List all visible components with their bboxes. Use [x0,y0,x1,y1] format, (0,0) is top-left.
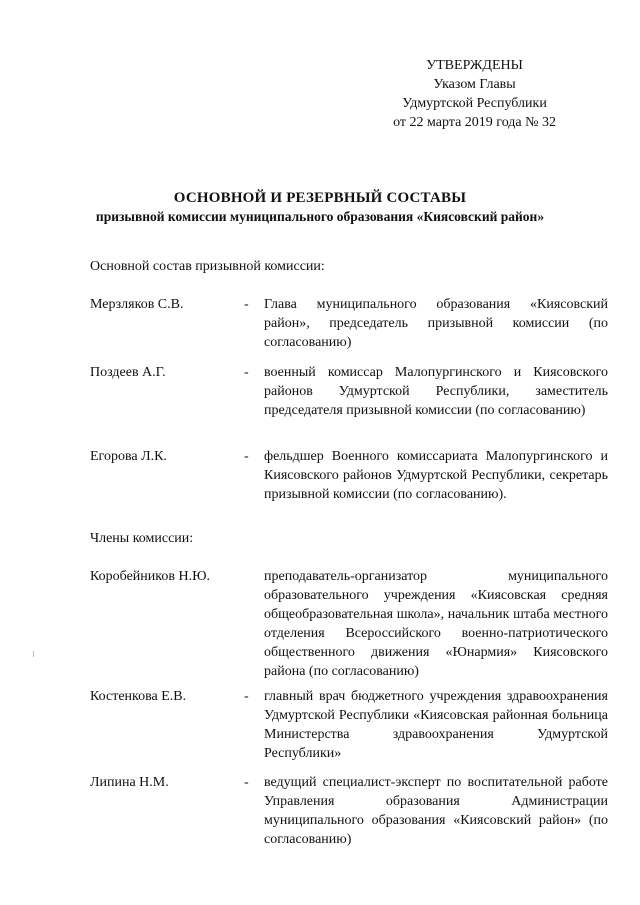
approval-date: от 22 марта 2019 года № 32 [393,115,556,130]
member-role: преподаватель-организатор муниципального образовательного учреждения «Киясовская средняя общеобразовательная школа», начальник штаба местного отделения Всероссийского военно-патриотического общественного движения «Юнармия» Киясовского района (по согласованию) [264,569,608,679]
member-dash: - [244,689,249,704]
member-role: ведущий специалист-эксперт по воспитательной работе Управления образования Администрации муниципального образования «Киясовский район» (по согласованию) [264,775,608,847]
member-dash: - [244,449,249,464]
member-name: Поздеев А.Г. [90,365,166,380]
member-dash: - [244,297,249,312]
member-role: главный врач бюджетного учреждения здравоохранения Удмуртской Республики «Киясовская районная больница Министерства здравоохранения Удмуртской Республики» [264,689,608,761]
member-name: Егорова Л.К. [90,449,167,464]
member-name: Костенкова Е.В. [90,689,187,704]
document-title [0,189,640,226]
member-role: фельдшер Военного комиссариата Малопургинского и Киясовского районов Удмуртской Республики, секретарь призывной комиссии (по согласованию). [264,449,608,502]
member-name: Липина Н.М. [90,775,169,790]
member-dash: - [244,775,249,790]
approval-authority: Указом Главы [433,77,516,92]
approval-republic: Удмуртской Республики [402,96,547,111]
title-sub: призывной комиссии муниципального образования «Киясовский район» [95,209,545,224]
title-main: ОСНОВНОЙ И РЕЗЕРВНЫЙ СОСТАВЫ [173,190,467,206]
member-role: военный комиссар Малопургинского и Киясовского районов Удмуртской Республики, заместитель председателя призывной комиссии (по согласованию) [264,365,608,418]
member-dash: - [244,365,249,380]
member-name: Мерзляков С.В. [90,297,184,312]
member-role: Глава муниципального образования «Киясовский район», председатель призывной комиссии (по согласованию) [264,297,608,350]
approval-block [393,56,556,132]
scan-mark [33,651,34,657]
approval-status: УТВЕРЖДЕНЫ [426,58,523,73]
members-section-heading: Члены комиссии: [90,531,194,546]
member-name: Коробейников Н.Ю. [90,569,210,584]
main-section-heading: Основной состав призывной комиссии: [90,259,325,274]
